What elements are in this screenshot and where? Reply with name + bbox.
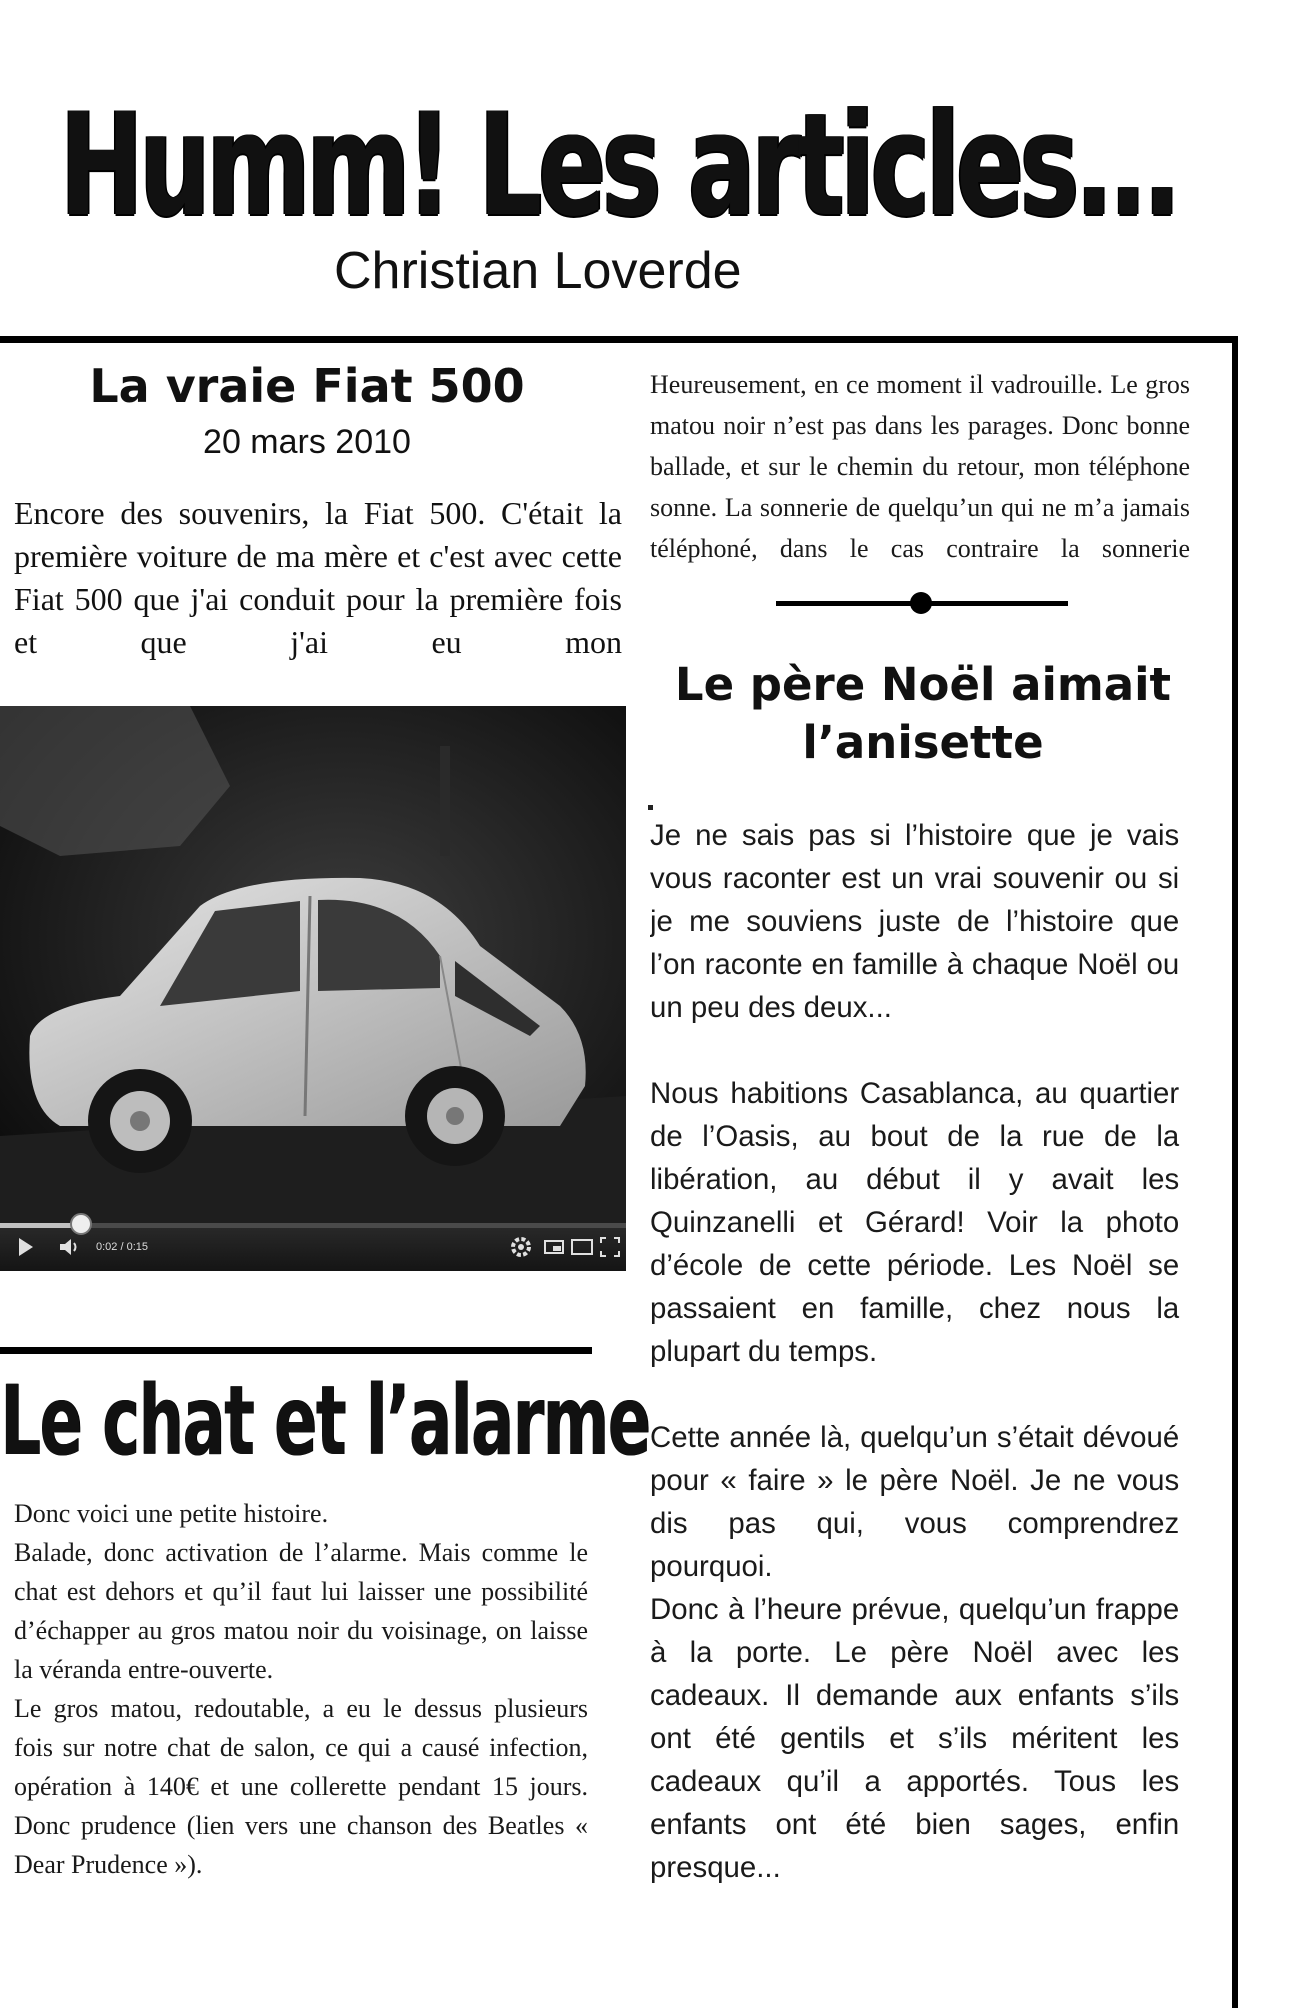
fiat-article-title: La vraie Fiat 500 xyxy=(89,359,525,413)
frame-right-rule xyxy=(1232,336,1238,2008)
volume-icon[interactable] xyxy=(56,1234,82,1260)
chat-paragraph: Le gros matou, redoutable, a eu le dessus plusieurs fois sur notre chat de salon, ce qui a causé infection, opération à 140€ et une collerette pendant 15 jours. Donc prudence (lien vers une chanson des Beatles « Dear Prudence »). xyxy=(14,1694,588,1879)
chat-article-title: Le chat et l’alarme xyxy=(0,1365,650,1477)
frame-top-rule xyxy=(0,336,1238,343)
chat-paragraph: Donc voici une petite histoire. xyxy=(14,1499,329,1528)
noel-paragraph: Donc à l’heure prévue, quelqu’un frappe à la porte. Le père Noël avec les cadeaux. Il demande aux enfants s’ils ont été gentils et s’ils méritent les cadeaux qu’il a apportés. Tous les enfants ont été bien sages, enfin presque... xyxy=(650,1593,1180,1884)
stray-dot xyxy=(648,805,653,810)
chat-article-body xyxy=(14,1494,588,1894)
chat-article-continuation: Heureusement, en ce moment il vadrouille. Le gros matou noir n’est pas dans les parages. Donc bonne ballade, et sur le chemin du retour, mon téléphone sonne. La sonnerie de quelqu’un qui ne m’a jamais téléphoné, dans le cas contraire la sonnerie xyxy=(650,370,1190,563)
noel-article-body xyxy=(650,814,1179,1896)
chat-paragraph: Balade, donc activation de l’alarme. Mais comme le chat est dehors et qu’il faut lui laisser une possibilité d’échapper au gros matou noir du voisinage, on laisse la véranda entre-ouverte. xyxy=(14,1538,588,1684)
settings-icon[interactable] xyxy=(508,1234,534,1260)
theater-icon[interactable] xyxy=(570,1234,594,1260)
video-time-display: 0:02 / 0:15 xyxy=(96,1241,148,1253)
play-icon[interactable] xyxy=(14,1234,36,1260)
masthead-author: Christian Loverde xyxy=(334,242,742,300)
noel-article-title: Le père Noël aimait l’anisette xyxy=(674,658,1172,769)
fiat-article-body: Encore des souvenirs, la Fiat 500. C'était la première voiture de ma mère et c'est avec cette Fiat 500 que j'ai conduit pour la première fois et que j'ai eu mon xyxy=(14,495,622,660)
fiat-text-clip xyxy=(0,676,630,694)
fullscreen-icon[interactable] xyxy=(598,1234,622,1260)
fiat-article-date: 20 mars 2010 xyxy=(203,423,411,461)
noel-paragraph: Nous habitions Casablanca, au quartier de l’Oasis, au bout de la rue de la libération, au début il y avait les Quinzanelli et Gérard! Voir la photo d’école de cette période. Les Noël se passaient en famille, chez nous la plupart du temps. xyxy=(650,1077,1180,1368)
section-divider-dot xyxy=(910,592,932,614)
video-progress-fill xyxy=(0,1223,81,1228)
masthead-title: Humm! Les articles... xyxy=(60,83,1178,248)
video-player[interactable] xyxy=(0,706,626,1271)
chat-article-rule xyxy=(0,1347,592,1354)
noel-paragraph: Je ne sais pas si l’histoire que je vais vous raconter est un vrai souvenir ou si je me souviens juste de l’histoire que l’on raconte en famille à chaque Noël ou un peu des deux... xyxy=(650,819,1180,1024)
miniplayer-icon[interactable] xyxy=(542,1234,566,1260)
video-progress-track[interactable] xyxy=(0,1223,626,1228)
video-frame-fiat-500[interactable] xyxy=(0,706,626,1223)
noel-paragraph: Cette année là, quelqu’un s’était dévoué pour « faire » le père Noël. Je ne vous dis pas qui, vous comprendrez pourquoi. xyxy=(650,1421,1180,1583)
